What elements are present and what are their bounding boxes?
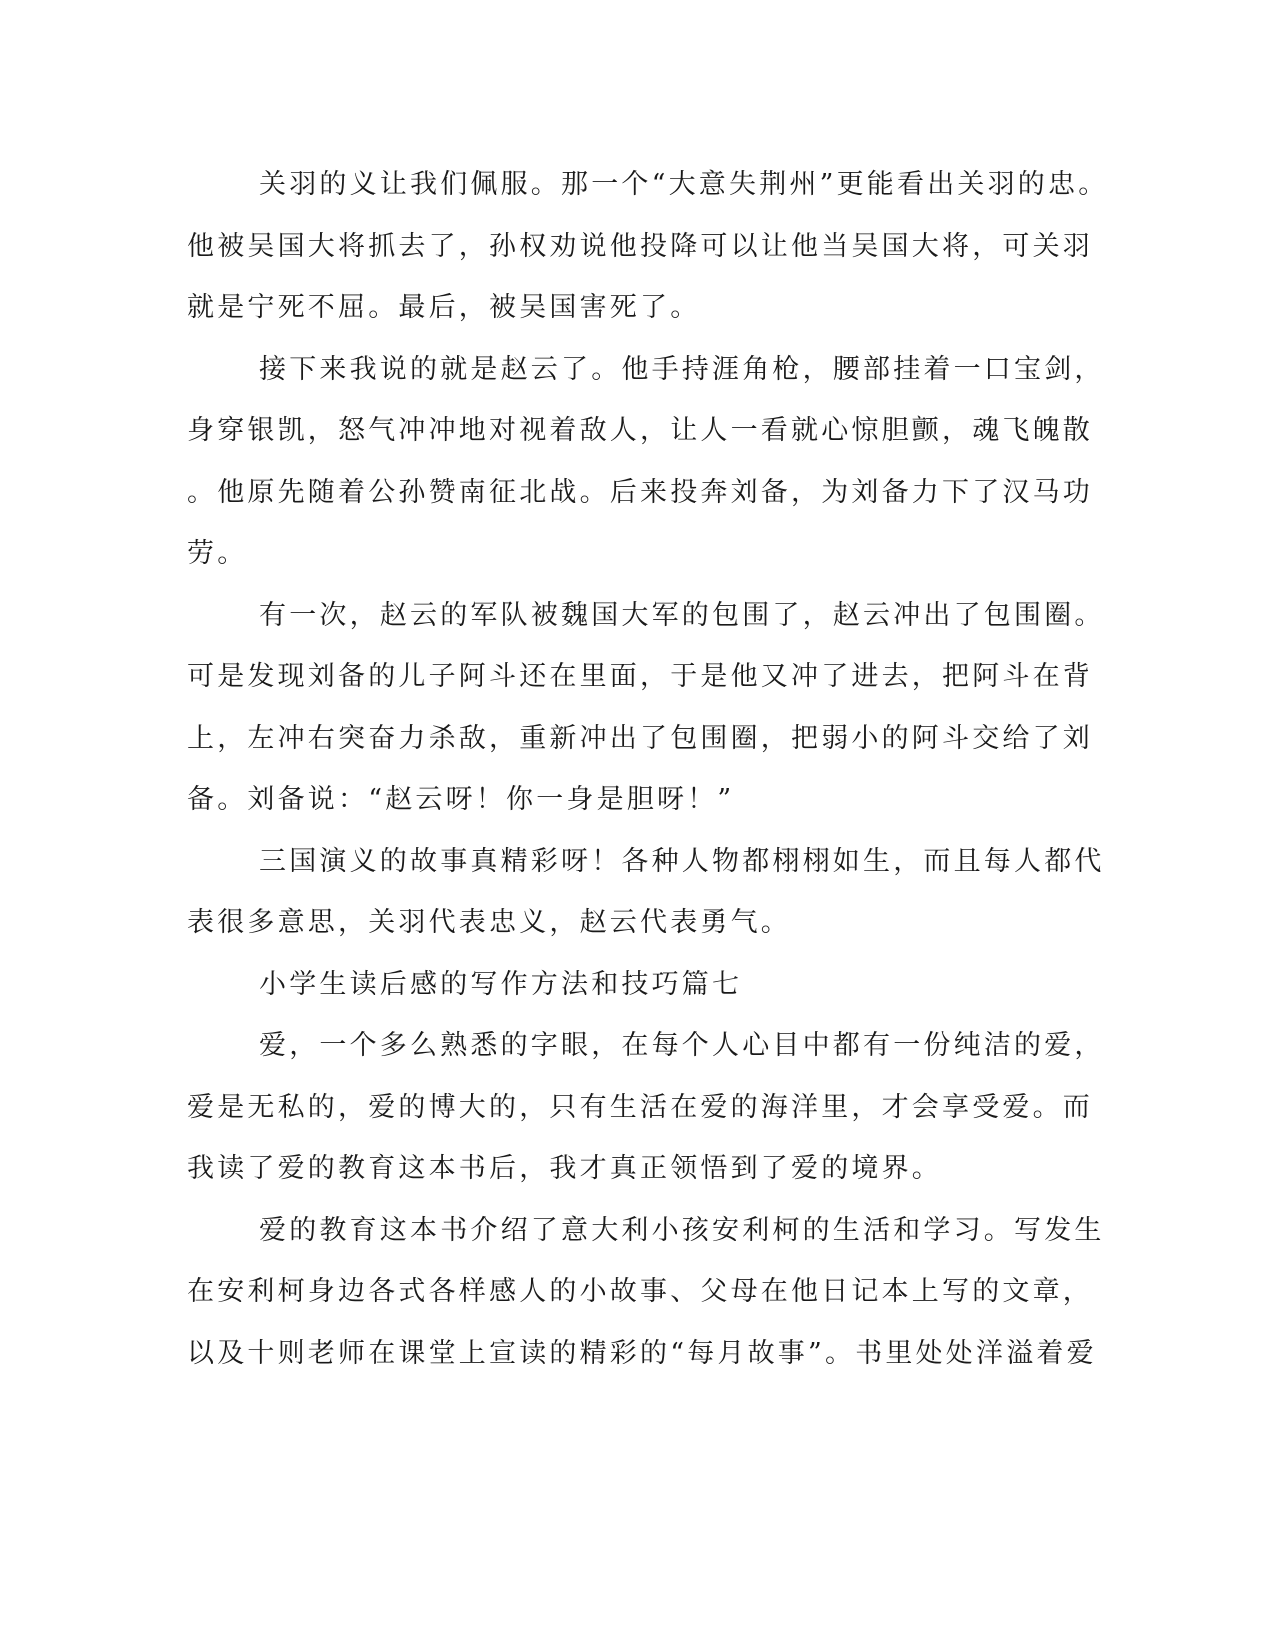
text-line: 就是宁死不屈。最后，被吴国害死了。 bbox=[187, 292, 701, 323]
text-line: 接下来我说的就是赵云了。他手持涯角枪，腰部挂着一口宝剑， bbox=[259, 353, 1105, 385]
text-line: 三国演义的故事真精彩呀！各种人物都栩栩如生，而且每人都代 bbox=[259, 845, 1105, 877]
text-line: 备。刘备说：“赵云呀！你一身是胆呀！” bbox=[187, 784, 735, 815]
text-line: 表很多意思，关羽代表忠义，赵云代表勇气。 bbox=[187, 907, 791, 938]
text-line: 爱，一个多么熟悉的字眼，在每个人心目中都有一份纯洁的爱， bbox=[259, 1030, 1105, 1061]
text-line: 我读了爱的教育这本书后，我才真正领悟到了爱的境界。 bbox=[187, 1153, 942, 1184]
text-line: 爱是无私的，爱的博大的，只有生活在爱的海洋里，才会享受爱。而 bbox=[187, 1091, 1093, 1123]
text-line: 身穿银凯，怒气冲冲地对视着敌人，让人一看就心惊胆颤，魂飞魄散 bbox=[187, 415, 1093, 446]
text-line: 以及十则老师在课堂上宣读的精彩的“每月故事”。书里处处洋溢着爱 bbox=[187, 1337, 1097, 1369]
text-line: 上，左冲右突奋力杀敌，重新冲出了包围圈，把弱小的阿斗交给了刘 bbox=[187, 722, 1093, 754]
text-line: 爱的教育这本书介绍了意大利小孩安利柯的生活和学习。写发生 bbox=[259, 1214, 1105, 1246]
section-heading: 小学生读后感的写作方法和技巧篇七 bbox=[259, 968, 743, 1000]
text-line: 。他原先随着公孙赞南征北战。后来投奔刘备，为刘备力下了汉马功 bbox=[187, 476, 1093, 508]
text-line: 他被吴国大将抓去了，孙权劝说他投降可以让他当吴国大将，可关羽 bbox=[187, 230, 1093, 262]
text-line: 可是发现刘备的儿子阿斗还在里面，于是他又冲了进去，把阿斗在背 bbox=[187, 661, 1093, 692]
text-line: 在安利柯身边各式各样感人的小故事、父母在他日记本上写的文章， bbox=[187, 1276, 1093, 1307]
text-line: 有一次，赵云的军队被魏国大军的包围了，赵云冲出了包围圈。 bbox=[259, 599, 1105, 631]
text-line: 劳。 bbox=[187, 538, 248, 569]
text-line: 关羽的义让我们佩服。那一个“大意失荆州”更能看出关羽的忠。 bbox=[259, 169, 1109, 200]
document-body bbox=[187, 154, 1109, 1384]
